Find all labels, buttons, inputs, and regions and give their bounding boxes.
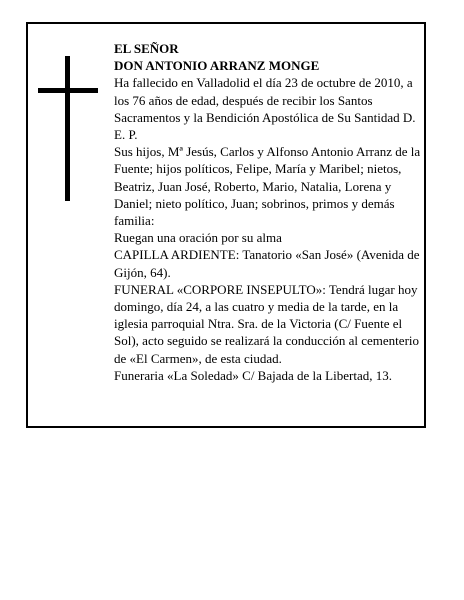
death-announcement: Ha fallecido en Valladolid el día 23 de octubre de 2010, a los 76 años de edad, después de recibir los Santos Sacramentos y la Bendición Apostólica de Su Santidad D. E. P. bbox=[114, 75, 416, 143]
obituary-notice bbox=[26, 22, 426, 428]
prayer-request: Ruegan una oración por su alma bbox=[114, 230, 282, 246]
family-list: Sus hijos, Mª Jesús, Carlos y Alfonso Antonio Arranz de la Fuente; hijos políticos, Felipe, María y Maribel; nietos, Beatriz, Juan José, Roberto, Mario, Natalia, Lorena y Daniel; nieto político, Juan; sobrinos, primos y demás familia: bbox=[114, 144, 421, 229]
deceased-name: DON ANTONIO ARRANZ MONGE bbox=[114, 58, 320, 74]
funeral-info: FUNERAL «CORPORE INSEPULTO»: Tendrá lugar hoy domingo, día 24, a las cuatro y media de la tarde, en la iglesia parroquial Ntra. Sra. de la Victoria (C/ Fuente el Sol), acto seguido se realizará la conducción al cementerio de «El Carmen», de esta ciudad. bbox=[114, 281, 420, 366]
cross-horizontal-bar bbox=[38, 88, 98, 93]
cross-icon bbox=[38, 56, 100, 201]
cross-vertical-bar bbox=[65, 56, 70, 201]
chapel-info: CAPILLA ARDIENTE: Tanatorio «San José» (Avenida de Gijón, 64). bbox=[114, 247, 420, 280]
obituary-text bbox=[114, 40, 424, 384]
funeral-home-info: Funeraria «La Soledad» C/ Bajada de la Libertad, 13. bbox=[114, 367, 392, 383]
heading-title: EL SEÑOR bbox=[114, 41, 179, 56]
